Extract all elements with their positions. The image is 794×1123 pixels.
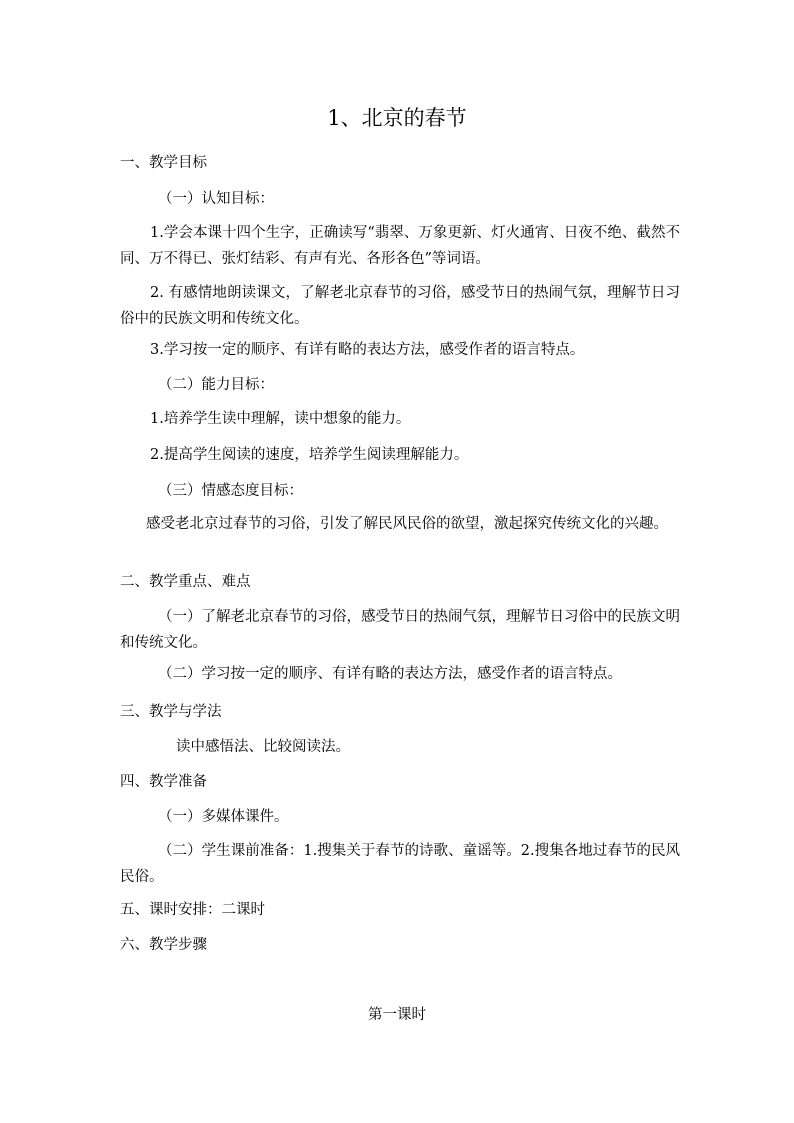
section-heading-schedule: 五、课时安排：二课时 [120, 902, 265, 918]
ability-item-1: 1.培养学生读中理解，读中想象的能力。 [150, 411, 411, 427]
cognitive-item-2: 2. 有感情地朗读课文，了解老北京春节的习俗，感受节日的热闹气氛，理解节日习俗中的民族文明和传统文化。 [120, 285, 680, 327]
preparation-item-1: （一）多媒体课件。 [158, 809, 289, 825]
section-heading-methods: 三、教学与学法 [120, 704, 222, 720]
section-heading-objectives: 一、教学目标 [120, 155, 207, 171]
preparation-item-2: （二）学生课前准备：1.搜集关于春节的诗歌、童谣等。2.搜集各地过春节的民风民俗。 [120, 843, 680, 885]
emotion-text: 感受老北京过春节的习俗，引发了解民风民俗的欲望，激起探究传统文化的兴趣。 [146, 516, 668, 532]
subheading-ability: （二）能力目标： [158, 377, 274, 393]
subheading-cognitive: （一）认知目标： [158, 191, 274, 207]
lesson-period-heading: 第一课时 [368, 1007, 426, 1023]
keypoint-item-2: （二）学习按一定的顺序、有详有略的表达方法，感受作者的语言特点。 [158, 666, 622, 682]
document-title: 1、北京的春节 [327, 106, 467, 130]
cognitive-item-3: 3.学习按一定的顺序、有详有略的表达方法，感受作者的语言特点。 [150, 342, 585, 358]
keypoint-item-1: （一）了解老北京春节的习俗，感受节日的热闹气氛，理解节日习俗中的民族文明和传统文化。 [120, 609, 680, 651]
section-heading-keypoints: 二、教学重点、难点 [120, 574, 251, 590]
ability-item-2: 2.提高学生阅读的速度，培养学生阅读理解能力。 [150, 447, 469, 463]
section-heading-preparation: 四、教学准备 [120, 774, 207, 790]
section-heading-steps: 六、教学步骤 [120, 937, 207, 953]
cognitive-item-1: 1.学会本课十四个生字，正确读写“翡翠、万象更新、灯火通宵、日夜不绝、截然不同、万不得已、张灯结彩、有声有光、各形各色”等词语。 [120, 225, 680, 267]
methods-text: 读中感悟法、比较阅读法。 [176, 739, 350, 755]
subheading-emotion: （三）情感态度目标： [158, 483, 303, 499]
